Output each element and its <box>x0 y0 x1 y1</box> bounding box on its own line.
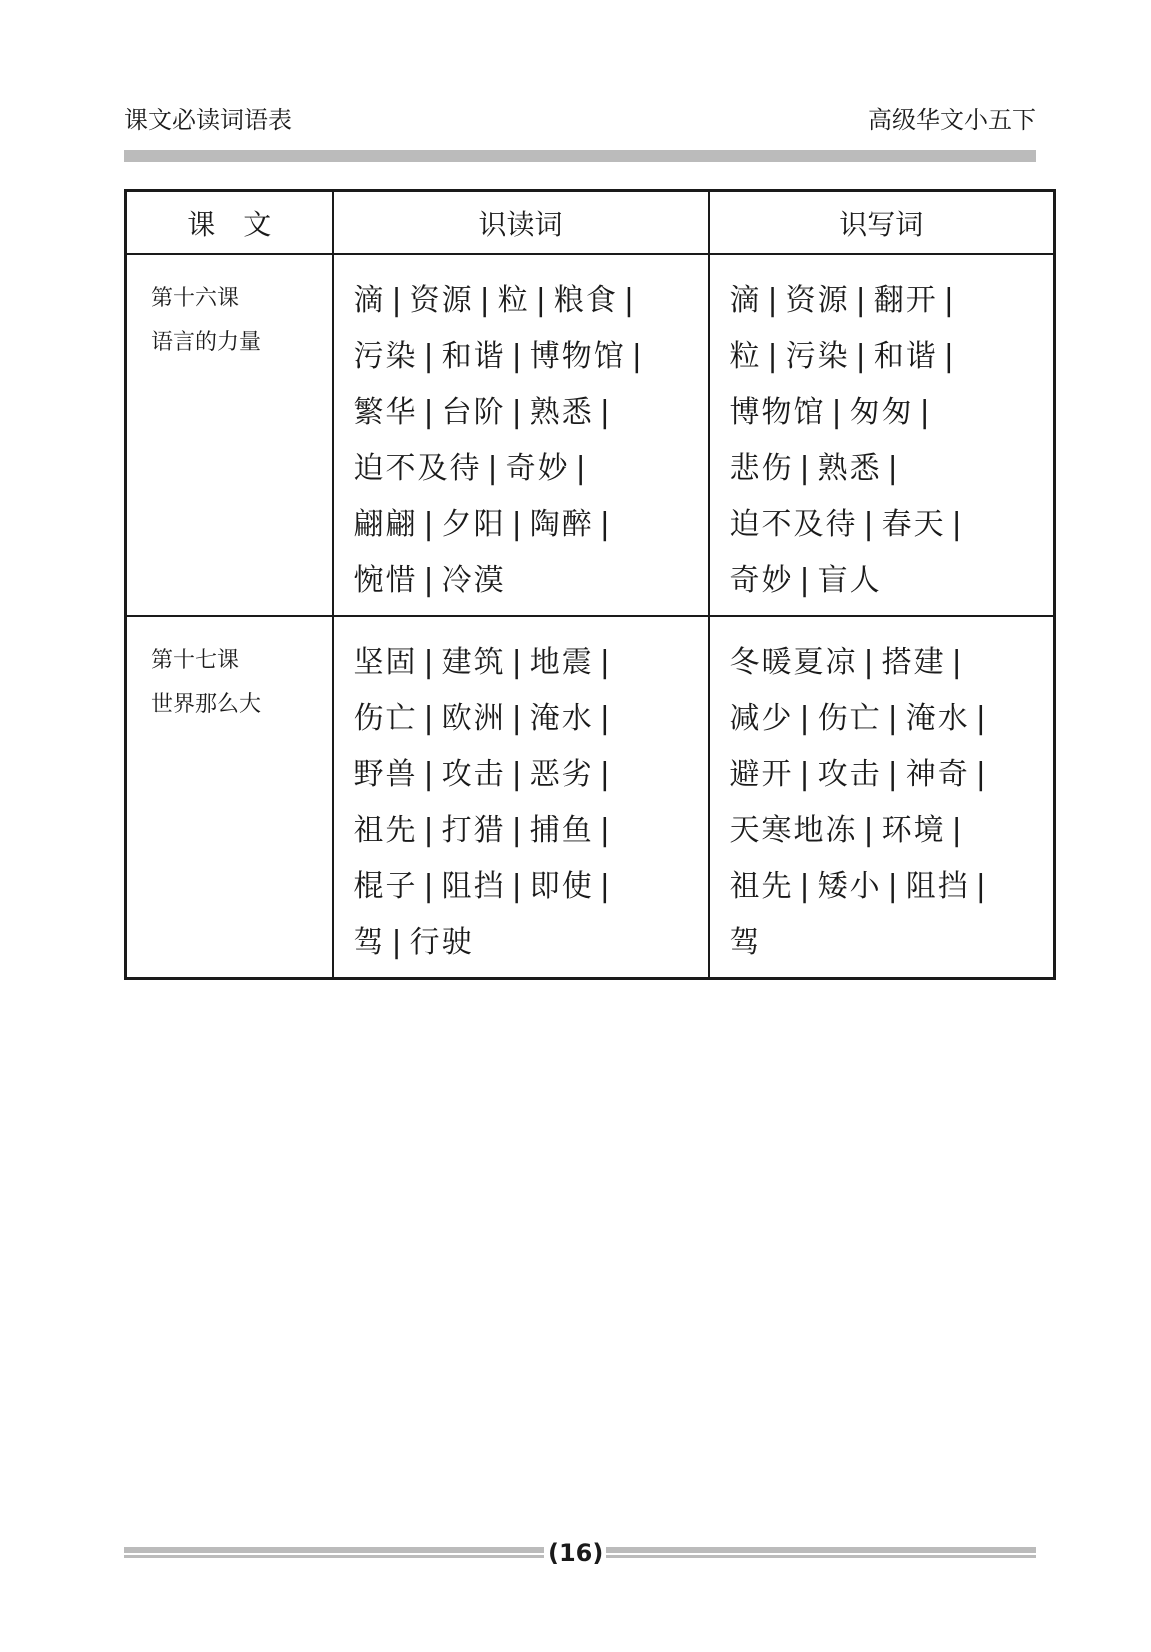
word-line <box>354 553 694 609</box>
vocab-word: 奇妙 <box>729 563 794 598</box>
word-separator: | <box>423 757 436 792</box>
vocab-word: 行驶 <box>409 925 474 960</box>
word-separator: | <box>423 395 436 430</box>
word-separator: | <box>887 757 900 792</box>
word-separator: | <box>511 813 524 848</box>
word-separator: | <box>863 507 876 542</box>
vocab-word: 建筑 <box>441 645 506 680</box>
word-separator: | <box>599 869 612 904</box>
lesson-number: 第十七课 <box>151 648 240 673</box>
vocab-word: 伤亡 <box>353 701 418 736</box>
footer-rule-right <box>606 1547 1036 1559</box>
vocab-word: 驾 <box>729 925 762 960</box>
vocab-word: 避开 <box>729 757 794 792</box>
word-separator: | <box>423 339 436 374</box>
word-line <box>354 329 694 385</box>
word-separator: | <box>831 395 844 430</box>
word-separator: | <box>887 451 900 486</box>
word-line <box>354 803 694 859</box>
read-words-cell <box>333 616 709 978</box>
vocab-word: 矮小 <box>817 869 882 904</box>
vocab-word: 捕鱼 <box>529 813 594 848</box>
word-separator: | <box>767 339 780 374</box>
word-line <box>354 859 694 915</box>
word-separator: | <box>391 925 404 960</box>
vocab-word: 和谐 <box>873 339 938 374</box>
word-line <box>730 553 1040 609</box>
vocab-word: 棍子 <box>353 869 418 904</box>
column-header-read-words: 识读词 <box>333 191 709 255</box>
page-number: (16) <box>548 1539 604 1567</box>
word-line <box>730 497 1040 553</box>
word-separator: | <box>799 701 812 736</box>
word-separator: | <box>767 283 780 318</box>
vocab-word: 惋惜 <box>353 563 418 598</box>
table-row-lesson-16 <box>126 254 1055 616</box>
word-separator: | <box>423 645 436 680</box>
word-separator: | <box>599 507 612 542</box>
word-line <box>730 329 1040 385</box>
read-words-cell <box>333 254 709 616</box>
vocab-word: 伤亡 <box>817 701 882 736</box>
vocab-word: 粒 <box>729 339 762 374</box>
word-separator: | <box>423 869 436 904</box>
vocab-word: 打猎 <box>441 813 506 848</box>
word-separator: | <box>535 283 548 318</box>
word-line <box>354 385 694 441</box>
word-line <box>730 915 1040 971</box>
vocab-word: 淹水 <box>905 701 970 736</box>
word-line <box>730 859 1040 915</box>
vocab-word: 博物馆 <box>529 339 626 374</box>
word-separator: | <box>391 283 404 318</box>
vocab-word: 熟悉 <box>529 395 594 430</box>
vocab-word: 翩翩 <box>353 507 418 542</box>
section-title: 课文必读词语表 <box>124 106 292 134</box>
vocab-word: 资源 <box>785 283 850 318</box>
vocab-word: 阻挡 <box>905 869 970 904</box>
word-separator: | <box>951 813 964 848</box>
word-separator: | <box>943 339 956 374</box>
vocab-word: 天寒地冻 <box>729 813 858 848</box>
word-separator: | <box>855 339 868 374</box>
table-row-lesson-17 <box>126 616 1055 978</box>
header-rule <box>124 150 1036 162</box>
footer-rule-left <box>124 1547 544 1559</box>
vocab-word: 滴 <box>353 283 386 318</box>
vocab-word: 和谐 <box>441 339 506 374</box>
vocab-word: 熟悉 <box>817 451 882 486</box>
vocab-word: 繁华 <box>353 395 418 430</box>
word-line <box>354 273 694 329</box>
word-line <box>730 385 1040 441</box>
word-separator: | <box>423 701 436 736</box>
vocab-word: 春天 <box>881 507 946 542</box>
vocab-word: 减少 <box>729 701 794 736</box>
word-separator: | <box>799 451 812 486</box>
vocab-word: 迫不及待 <box>353 451 482 486</box>
book-title: 高级华文小五下 <box>868 106 1036 134</box>
word-separator: | <box>511 339 524 374</box>
word-separator: | <box>511 395 524 430</box>
vocab-word: 欧洲 <box>441 701 506 736</box>
word-separator: | <box>863 813 876 848</box>
word-line <box>354 441 694 497</box>
word-separator: | <box>599 757 612 792</box>
vocab-word: 即使 <box>529 869 594 904</box>
vocab-word: 冷漠 <box>441 563 506 598</box>
word-line <box>354 915 694 971</box>
vocab-word: 盲人 <box>817 563 882 598</box>
vocab-word: 野兽 <box>353 757 418 792</box>
word-line <box>730 635 1040 691</box>
word-line <box>354 691 694 747</box>
lesson-cell <box>126 254 333 616</box>
vocab-word: 祖先 <box>729 869 794 904</box>
vocab-word: 神奇 <box>905 757 970 792</box>
word-separator: | <box>599 813 612 848</box>
word-line <box>730 273 1040 329</box>
lesson-cell <box>126 616 333 978</box>
vocab-word: 夕阳 <box>441 507 506 542</box>
word-separator: | <box>423 813 436 848</box>
word-separator: | <box>951 507 964 542</box>
word-separator: | <box>511 645 524 680</box>
vocab-word: 冬暖夏凉 <box>729 645 858 680</box>
vocab-word: 攻击 <box>441 757 506 792</box>
vocab-word: 悲伤 <box>729 451 794 486</box>
vocab-word: 淹水 <box>529 701 594 736</box>
word-separator: | <box>479 283 492 318</box>
word-separator: | <box>799 757 812 792</box>
column-header-lesson: 课 文 <box>126 191 333 255</box>
word-separator: | <box>631 339 644 374</box>
word-line <box>730 441 1040 497</box>
vocab-word: 污染 <box>353 339 418 374</box>
vocab-word: 驾 <box>353 925 386 960</box>
word-separator: | <box>863 645 876 680</box>
word-separator: | <box>487 451 500 486</box>
vocab-word: 迫不及待 <box>729 507 858 542</box>
word-line <box>354 635 694 691</box>
vocab-word: 资源 <box>409 283 474 318</box>
word-separator: | <box>599 645 612 680</box>
page-header <box>124 104 1036 136</box>
lesson-number: 第十六课 <box>151 286 240 311</box>
vocab-word: 坚固 <box>353 645 418 680</box>
word-separator: | <box>887 869 900 904</box>
word-separator: | <box>975 701 988 736</box>
word-line <box>354 497 694 553</box>
vocab-word: 翻开 <box>873 283 938 318</box>
word-separator: | <box>919 395 932 430</box>
word-separator: | <box>943 283 956 318</box>
word-separator: | <box>511 869 524 904</box>
word-separator: | <box>599 701 612 736</box>
word-separator: | <box>799 563 812 598</box>
vocab-word: 匆匆 <box>849 395 914 430</box>
word-separator: | <box>975 757 988 792</box>
vocab-word: 环境 <box>881 813 946 848</box>
word-separator: | <box>511 757 524 792</box>
word-separator: | <box>623 283 636 318</box>
vocab-word: 恶劣 <box>529 757 594 792</box>
vocab-word: 粮食 <box>553 283 618 318</box>
vocab-word: 奇妙 <box>505 451 570 486</box>
word-line <box>730 747 1040 803</box>
vocabulary-table <box>124 189 1056 980</box>
vocab-word: 地震 <box>529 645 594 680</box>
lesson-title: 语言的力量 <box>151 330 262 355</box>
word-separator: | <box>951 645 964 680</box>
word-separator: | <box>423 563 436 598</box>
vocab-word: 陶醉 <box>529 507 594 542</box>
vocab-word: 搭建 <box>881 645 946 680</box>
vocab-word: 祖先 <box>353 813 418 848</box>
vocab-word: 博物馆 <box>729 395 826 430</box>
word-separator: | <box>423 507 436 542</box>
vocab-word: 阻挡 <box>441 869 506 904</box>
column-header-write-words: 识写词 <box>709 191 1055 255</box>
write-words-cell <box>709 616 1055 978</box>
page-footer <box>124 1536 1036 1570</box>
word-separator: | <box>975 869 988 904</box>
word-separator: | <box>599 395 612 430</box>
vocab-word: 攻击 <box>817 757 882 792</box>
word-line <box>730 691 1040 747</box>
word-line <box>730 803 1040 859</box>
vocab-word: 台阶 <box>441 395 506 430</box>
word-separator: | <box>887 701 900 736</box>
word-line <box>354 747 694 803</box>
table-header-row <box>126 191 1055 255</box>
word-separator: | <box>575 451 588 486</box>
word-separator: | <box>799 869 812 904</box>
vocab-word: 污染 <box>785 339 850 374</box>
word-separator: | <box>855 283 868 318</box>
write-words-cell <box>709 254 1055 616</box>
vocab-word: 滴 <box>729 283 762 318</box>
word-separator: | <box>511 701 524 736</box>
lesson-title: 世界那么大 <box>151 692 262 717</box>
word-separator: | <box>511 507 524 542</box>
vocab-word: 粒 <box>497 283 530 318</box>
